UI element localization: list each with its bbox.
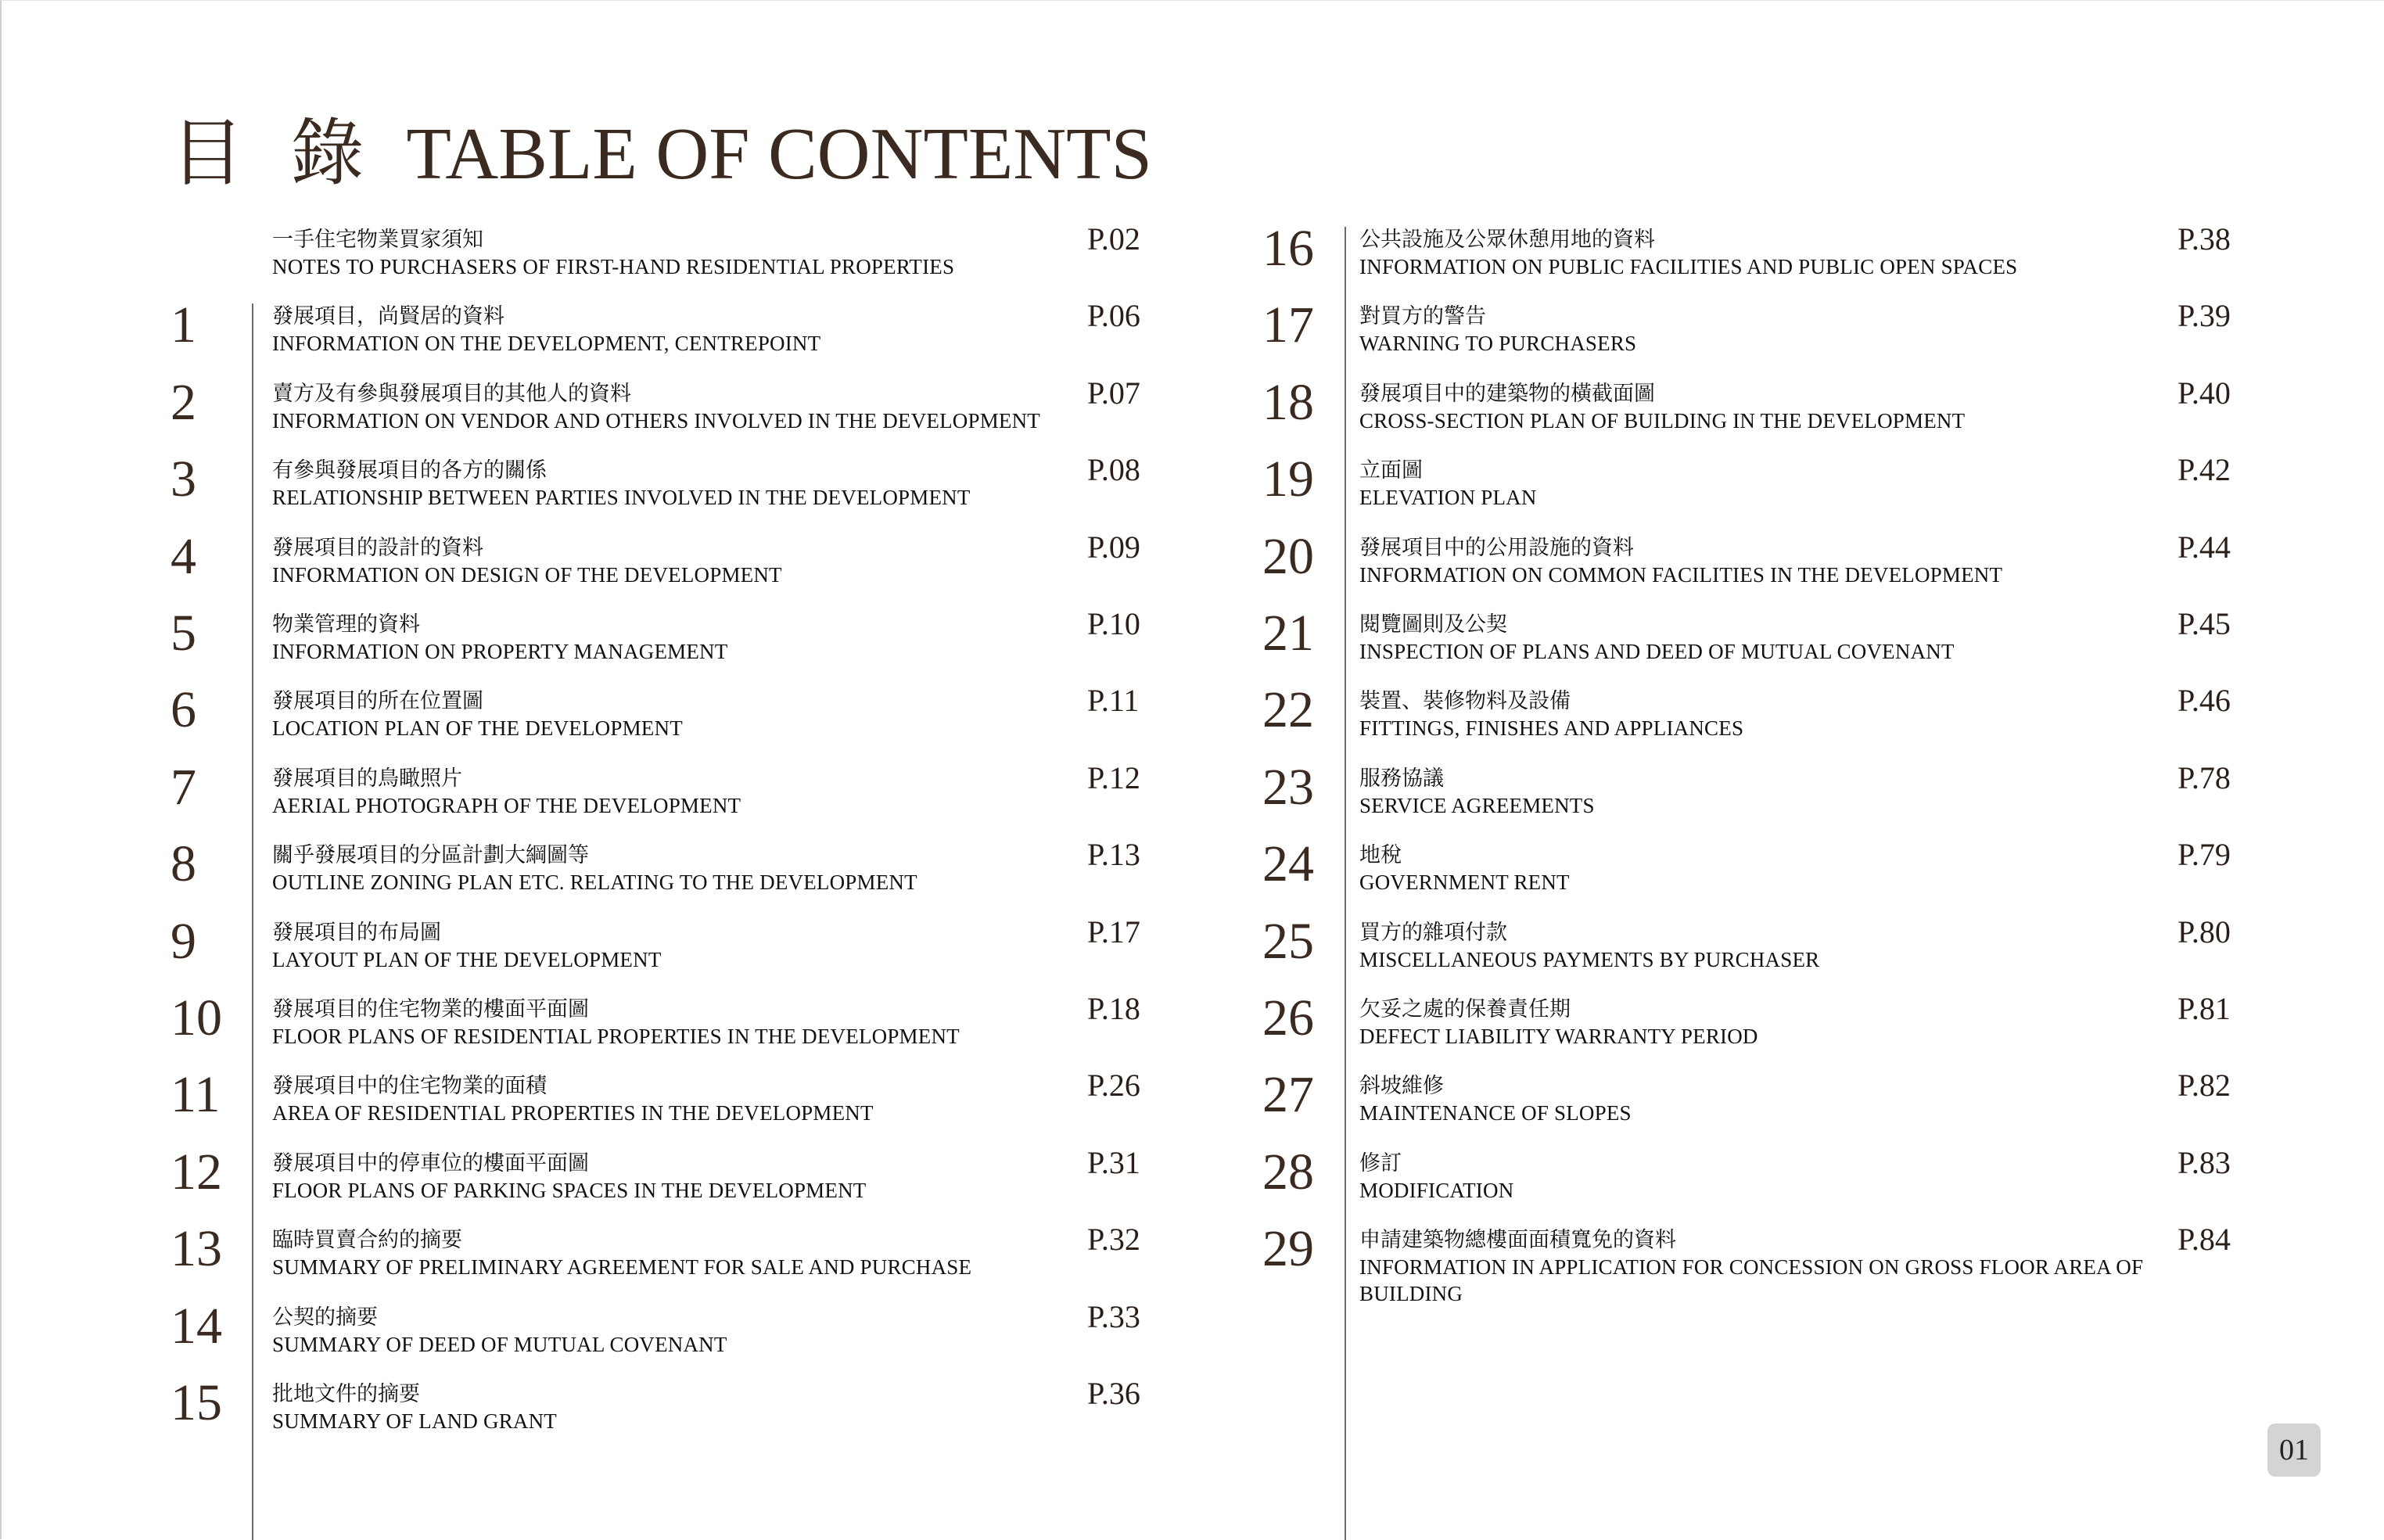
toc-entry-title-en: MODIFICATION [1359,1178,1514,1202]
toc-entry-number: 17 [1262,296,1314,354]
toc-entry-title-zh: 發展項目中的建築物的橫截面圖 [1359,381,1655,405]
toc-entry-title-zh: 發展項目的住宅物業的樓面平面圖 [272,997,589,1021]
toc-entry-title-zh: 關乎發展項目的分區計劃大綱圖等 [272,843,589,867]
toc-entry[interactable] [1262,296,2279,375]
toc-entry-number: 21 [1262,605,1314,662]
toc-entry-page: P.26 [1087,1068,1140,1104]
toc-entry-title-en: INSPECTION OF PLANS AND DEED OF MUTUAL COVENANT [1359,640,1955,663]
toc-entry-title-en: INFORMATION IN APPLICATION FOR CONCESSION ON GROSS FLOOR AREA OF BUILDING [1359,1255,2144,1306]
toc-entry-title-zh: 裝置、裝修物料及設備 [1359,689,1571,713]
toc-entry-page: P.12 [1087,759,1140,795]
toc-entry-page: P.13 [1087,837,1140,873]
toc-entry-title-zh: 地稅 [1359,843,1402,867]
toc-entry-title-en: INFORMATION ON PUBLIC FACILITIES AND PUBLIC OPEN SPACES [1359,255,2018,278]
toc-entry-number: 26 [1262,989,1314,1046]
toc-entry-page: P.08 [1087,452,1140,488]
toc-entry-number: 25 [1262,912,1314,970]
toc-entry-title-zh: 批地文件的摘要 [272,1382,420,1405]
toc-entry-title-zh: 發展項目中的公用設施的資料 [1359,535,1634,559]
toc-entry[interactable] [171,912,1187,992]
toc-entry-title-en: SUMMARY OF LAND GRANT [272,1409,557,1433]
toc-entry-number: 3 [171,451,196,508]
toc-entry-number: 24 [1262,835,1314,893]
toc-entry-title-en: FLOOR PLANS OF RESIDENTIAL PROPERTIES IN THE DEVELOPMENT [272,1025,960,1048]
toc-entry-page: P.44 [2178,529,2231,565]
toc-entry-title-en: FITTINGS, FINISHES AND APPLIANCES [1359,716,1744,741]
toc-entry-page: P.78 [2178,759,2231,795]
toc-entry-title-zh: 立面圖 [1359,458,1423,483]
toc-entry-title-zh: 買方的雜項付款 [1359,920,1507,944]
toc-entry[interactable] [171,681,1187,760]
toc-entry-page: P.83 [2178,1144,2231,1180]
toc-entry-title-zh: 欠妥之處的保養責任期 [1359,997,1571,1021]
toc-entry-number: 12 [171,1143,222,1201]
toc-entry-title-zh: 發展項目中的停車位的樓面平面圖 [272,1151,589,1175]
toc-entry-number: 19 [1262,451,1314,508]
toc-entry-page: P.18 [1087,991,1140,1026]
page-title-en: TABLE OF CONTENTS [406,113,1152,195]
toc-entry[interactable] [171,1066,1187,1145]
toc-entry-title-en: INFORMATION ON DESIGN OF THE DEVELOPMENT [272,562,782,587]
toc-entry-number: 11 [171,1066,221,1124]
toc-entry[interactable] [1262,912,2279,992]
toc-entry-title-en: WARNING TO PURCHASERS [1359,332,1637,356]
toc-entry-title-en: MAINTENANCE OF SLOPES [1359,1101,1632,1125]
toc-entry[interactable] [171,221,1187,299]
toc-entry[interactable] [171,373,1187,453]
toc-entry-title-zh: 物業管理的資料 [272,612,420,636]
toc-entry-title-en: INFORMATION ON PROPERTY MANAGEMENT [272,640,728,663]
toc-entry-number: 28 [1262,1143,1314,1201]
toc-entry-title-zh: 臨時買賣合約的摘要 [272,1228,462,1252]
toc-entry-page: P.45 [2178,606,2231,641]
toc-entry[interactable] [171,758,1187,838]
toc-entry-page: P.11 [1087,683,1140,719]
toc-entry[interactable] [171,451,1187,529]
toc-entry-page: P.40 [2178,375,2231,411]
toc-entry-number: 7 [171,758,196,816]
page-number-badge: 01 [2267,1423,2321,1477]
toc-entry[interactable] [171,527,1187,607]
toc-entry-number: 22 [1262,681,1314,739]
toc-entry-title-zh: 公共設施及公眾休憩用地的資料 [1359,228,1655,251]
page-title [171,111,1152,197]
toc-entry-title-en: SUMMARY OF DEED OF MUTUAL COVENANT [272,1332,727,1356]
toc-entry-page: P.36 [1087,1376,1140,1411]
toc-entry-number: 18 [1262,373,1314,431]
toc-entry[interactable] [1262,835,2279,914]
toc-entry-number: 29 [1262,1220,1314,1278]
toc-entry-page: P.42 [2178,452,2231,488]
toc-entry-page: P.07 [1087,375,1140,411]
toc-entry-page: P.80 [2178,914,2231,949]
toc-entry-title-en: ELEVATION PLAN [1359,486,1537,510]
toc-entry-page: P.10 [1087,606,1140,641]
toc-entry[interactable] [1262,1220,2279,1306]
toc-entry-page: P.39 [2178,298,2231,334]
toc-entry-number: 4 [171,527,196,585]
toc-entry[interactable] [171,296,1187,375]
toc-entry-number: 1 [171,296,196,354]
toc-entry-title-en: NOTES TO PURCHASERS OF FIRST-HAND RESIDENTIAL PROPERTIES [272,255,955,278]
toc-entry[interactable] [1262,681,2279,760]
toc-entry-title-en: SERVICE AGREEMENTS [1359,793,1595,817]
toc-entry-page: P.33 [1087,1298,1140,1334]
toc-entry[interactable] [1262,989,2279,1068]
toc-entry-page: P.31 [1087,1144,1140,1180]
toc-entry[interactable] [171,989,1187,1068]
toc-entry-title-en: FLOOR PLANS OF PARKING SPACES IN THE DEVELOPMENT [272,1178,867,1202]
toc-entry[interactable] [1262,758,2279,838]
toc-entry[interactable] [171,1143,1187,1222]
toc-entry-number: 13 [171,1220,222,1278]
toc-entry-title-zh: 發展項目中的住宅物業的面積 [272,1074,547,1098]
toc-entry[interactable] [171,605,1187,684]
toc-entry-number: 8 [171,835,196,893]
toc-entry-title-en: LAYOUT PLAN OF THE DEVELOPMENT [272,947,662,971]
toc-entry[interactable] [171,1374,1187,1453]
toc-entry-page: P.38 [2178,221,2231,257]
toc-entry[interactable] [171,835,1187,914]
toc-entry-number: 6 [171,681,196,739]
toc-entry[interactable] [1262,1143,2279,1222]
toc-entry-number: 23 [1262,758,1314,816]
toc-entry-title-en: OUTLINE ZONING PLAN ETC. RELATING TO THE DEVELOPMENT [272,871,917,895]
toc-entry-title-en: INFORMATION ON THE DEVELOPMENT, CENTREPOINT [272,332,821,356]
toc-entry-title-zh: 服務協議 [1359,766,1444,790]
toc-entry-title-zh: 公契的摘要 [272,1305,378,1329]
toc-entry-number: 16 [1262,220,1314,277]
toc-entry-title-zh: 發展項目，尚賢居的資料 [272,304,504,328]
toc-entry-title-zh: 申請建築物總樓面面積寬免的資料 [1359,1228,1676,1252]
toc-entry-title-zh: 有參與發展項目的各方的關係 [272,458,547,483]
toc-entry-page: P.79 [2178,837,2231,873]
toc-entry[interactable] [171,1297,1187,1377]
toc-entry-title-zh: 發展項目的鳥瞰照片 [272,766,462,790]
toc-entry[interactable] [1262,373,2279,453]
toc-entry-number: 14 [171,1297,222,1355]
toc-entry-number: 10 [171,989,222,1046]
toc-entry-title-en: RELATIONSHIP BETWEEN PARTIES INVOLVED IN THE DEVELOPMENT [272,486,971,510]
toc-entry-title-en: MISCELLANEOUS PAYMENTS BY PURCHASER [1359,947,1820,971]
toc-entry-page: P.84 [2178,1222,2231,1258]
toc-entry-title-zh: 對買方的警告 [1359,304,1486,328]
toc-entry-title-en: SUMMARY OF PRELIMINARY AGREEMENT FOR SALE AND PURCHASE [272,1255,972,1280]
toc-entry-title-en: CROSS-SECTION PLAN OF BUILDING IN THE DEVELOPMENT [1359,408,1966,433]
toc-entry-page: P.32 [1087,1222,1140,1258]
toc-entry-page: P.02 [1087,221,1140,257]
toc-entry-page: P.82 [2178,1068,2231,1104]
toc-entry[interactable] [1262,220,2279,299]
toc-entry-title-zh: 發展項目的設計的資料 [272,535,483,559]
toc-entry-number: 15 [171,1374,222,1431]
toc-entry[interactable] [171,1220,1187,1299]
toc-entry-title-en: INFORMATION ON COMMON FACILITIES IN THE DEVELOPMENT [1359,562,2003,587]
toc-entry-title-zh: 一手住宅物業買家須知 [272,228,483,251]
toc-entry-title-en: LOCATION PLAN OF THE DEVELOPMENT [272,716,683,741]
toc-entry-page: P.81 [2178,991,2231,1026]
toc-entry-page: P.17 [1087,914,1140,949]
toc-entry-number: 2 [171,373,196,431]
toc-entry-page: P.46 [2178,683,2231,719]
toc-entry-number: 5 [171,605,196,662]
toc-entry-page: P.06 [1087,298,1140,334]
page-title-zh: 目 錄 [171,113,379,195]
toc-entry-title-en: AERIAL PHOTOGRAPH OF THE DEVELOPMENT [272,793,741,817]
toc-entry[interactable] [1262,1066,2279,1145]
toc-entry[interactable] [1262,527,2279,607]
toc-entry-title-zh: 發展項目的所在位置圖 [272,689,483,713]
toc-entry-number: 27 [1262,1066,1314,1124]
toc-entry-title-zh: 閱覽圖則及公契 [1359,612,1507,636]
toc-entry-title-zh: 修訂 [1359,1151,1402,1175]
toc-entry-title-zh: 斜坡維修 [1359,1074,1444,1098]
toc-entry-title-en: INFORMATION ON VENDOR AND OTHERS INVOLVED IN THE DEVELOPMENT [272,408,1040,433]
toc-entry-title-en: DEFECT LIABILITY WARRANTY PERIOD [1359,1025,1758,1048]
toc-entry-title-en: GOVERNMENT RENT [1359,871,1570,895]
toc-entry-number: 20 [1262,527,1314,585]
toc-entry-number: 9 [171,912,196,970]
toc-entry[interactable] [1262,451,2279,529]
toc-entry-title-zh: 發展項目的布局圖 [272,920,441,944]
toc-entry-title-zh: 賣方及有參與發展項目的其他人的資料 [272,381,631,405]
toc-entry-title-en: AREA OF RESIDENTIAL PROPERTIES IN THE DEVELOPMENT [272,1101,874,1125]
toc-entry[interactable] [1262,605,2279,684]
toc-entry-page: P.09 [1087,529,1140,565]
